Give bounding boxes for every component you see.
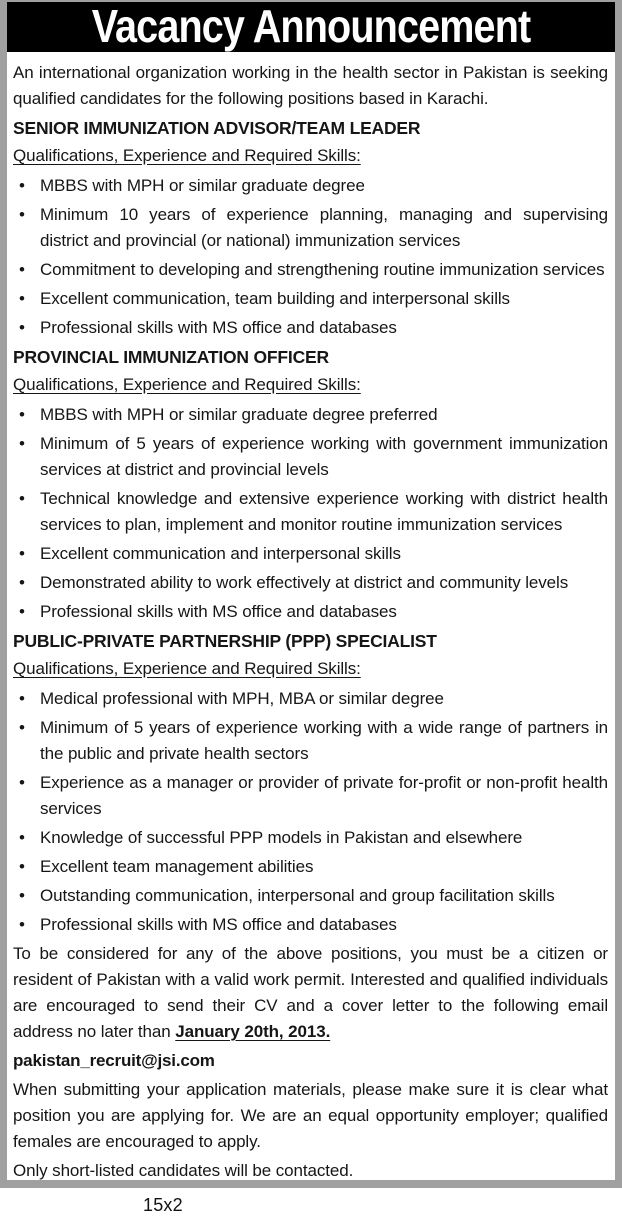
bullet-text: Outstanding communication, interpersonal and group facilitation skills bbox=[40, 886, 555, 905]
bullet-item bbox=[13, 173, 608, 199]
bullet-item bbox=[13, 257, 608, 283]
bullet-icon: • bbox=[19, 718, 25, 737]
qualifications-label: Qualifications, Experience and Required Skills: bbox=[13, 146, 361, 165]
bullet-item bbox=[13, 912, 608, 938]
bullet-item bbox=[13, 402, 608, 428]
bullet-text: Professional skills with MS office and databases bbox=[40, 602, 397, 621]
bullet-item bbox=[13, 599, 608, 625]
bullet-icon: • bbox=[19, 573, 25, 592]
bullet-text: Medical professional with MPH, MBA or similar degree bbox=[40, 689, 444, 708]
bullet-icon: • bbox=[19, 434, 25, 453]
bullet-icon: • bbox=[19, 915, 25, 934]
bullet-text: Professional skills with MS office and databases bbox=[40, 915, 397, 934]
bullet-icon: • bbox=[19, 689, 25, 708]
bullet-icon: • bbox=[19, 260, 25, 279]
bullet-text: Knowledge of successful PPP models in Pakistan and elsewhere bbox=[40, 828, 523, 847]
position-section-senior-immunization-advisor bbox=[13, 115, 608, 341]
bullet-text: Minimum 10 years of experience planning, managing and supervising district and provincial (or national) immunization services bbox=[40, 205, 608, 250]
bullet-list bbox=[13, 173, 608, 341]
bullet-text: Experience as a manager or provider of private for-profit or non-profit health services bbox=[40, 773, 608, 818]
intro-paragraph: An international organization working in the health sector in Pakistan is seeking qualified candidates for the following positions based in Karachi. bbox=[13, 63, 608, 108]
bullet-item bbox=[13, 541, 608, 567]
bullet-item bbox=[13, 715, 608, 767]
bullet-item bbox=[13, 486, 608, 538]
bullet-item bbox=[13, 686, 608, 712]
bullet-icon: • bbox=[19, 205, 25, 224]
bullet-text: Technical knowledge and extensive experience working with district health services to plan, implement and monitor routine immunization services bbox=[40, 489, 608, 534]
bullet-icon: • bbox=[19, 289, 25, 308]
bullet-item bbox=[13, 825, 608, 851]
bullet-item bbox=[13, 431, 608, 483]
bullet-icon: • bbox=[19, 176, 25, 195]
bullet-text: Minimum of 5 years of experience working with government immunization services at district and provincial levels bbox=[40, 434, 608, 479]
bullet-item bbox=[13, 202, 608, 254]
position-section-ppp-specialist bbox=[13, 628, 608, 938]
position-title: SENIOR IMMUNIZATION ADVISOR/TEAM LEADER bbox=[13, 118, 421, 138]
bullet-icon: • bbox=[19, 489, 25, 508]
bullet-text: Commitment to developing and strengthening routine immunization services bbox=[40, 260, 605, 279]
position-section-provincial-immunization-officer bbox=[13, 344, 608, 625]
bullet-item bbox=[13, 883, 608, 909]
bullet-item bbox=[13, 286, 608, 312]
bullet-icon: • bbox=[19, 602, 25, 621]
bullet-icon: • bbox=[19, 405, 25, 424]
bullet-item bbox=[13, 570, 608, 596]
contact-email: pakistan_recruit@jsi.com bbox=[13, 1051, 215, 1070]
submission-note: When submitting your application materials, please make sure it is clear what position you are applying for. We are an equal opportunity employer; qualified females are encouraged to apply. bbox=[13, 1080, 608, 1151]
position-title: PUBLIC-PRIVATE PARTNERSHIP (PPP) SPECIALIST bbox=[13, 631, 437, 651]
bullet-icon: • bbox=[19, 857, 25, 876]
position-title: PROVINCIAL IMMUNIZATION OFFICER bbox=[13, 347, 329, 367]
application-instructions bbox=[13, 941, 608, 1045]
bullet-text: Demonstrated ability to work effectively at district and community levels bbox=[40, 573, 569, 592]
vacancy-banner bbox=[7, 2, 615, 52]
qualifications-label: Qualifications, Experience and Required Skills: bbox=[13, 375, 361, 394]
application-instructions-text: To be considered for any of the above positions, you must be a citizen or resident of Pakistan with a valid work permit. Interested and qualified individuals are encouraged to send their CV and a cover letter to the following email address no later than bbox=[13, 944, 608, 1041]
bullet-list bbox=[13, 686, 608, 938]
bullet-list bbox=[13, 402, 608, 625]
qualifications-label: Qualifications, Experience and Required Skills: bbox=[13, 659, 361, 678]
ad-size-note: 15x2 bbox=[143, 1195, 183, 1215]
bullet-icon: • bbox=[19, 318, 25, 337]
bullet-text: Excellent communication and interpersonal skills bbox=[40, 544, 401, 563]
bullet-text: MBBS with MPH or similar graduate degree preferred bbox=[40, 405, 438, 424]
application-deadline: January 20th, 2013. bbox=[175, 1022, 331, 1041]
bullet-icon: • bbox=[19, 886, 25, 905]
bullet-item bbox=[13, 770, 608, 822]
shortlist-note: Only short-listed candidates will be contacted. bbox=[13, 1161, 354, 1180]
bullet-text: Excellent team management abilities bbox=[40, 857, 314, 876]
bullet-item bbox=[13, 315, 608, 341]
bullet-icon: • bbox=[19, 773, 25, 792]
bullet-text: Excellent communication, team building and interpersonal skills bbox=[40, 289, 510, 308]
ad-content bbox=[7, 52, 615, 1184]
bullet-text: Minimum of 5 years of experience working with a wide range of partners in the public and private health sectors bbox=[40, 718, 608, 763]
bullet-icon: • bbox=[19, 544, 25, 563]
bullet-icon: • bbox=[19, 828, 25, 847]
bullet-text: MBBS with MPH or similar graduate degree bbox=[40, 176, 365, 195]
bullet-item bbox=[13, 854, 608, 880]
bullet-text: Professional skills with MS office and databases bbox=[40, 318, 397, 337]
banner-title: Vacancy Announcement bbox=[91, 2, 531, 52]
